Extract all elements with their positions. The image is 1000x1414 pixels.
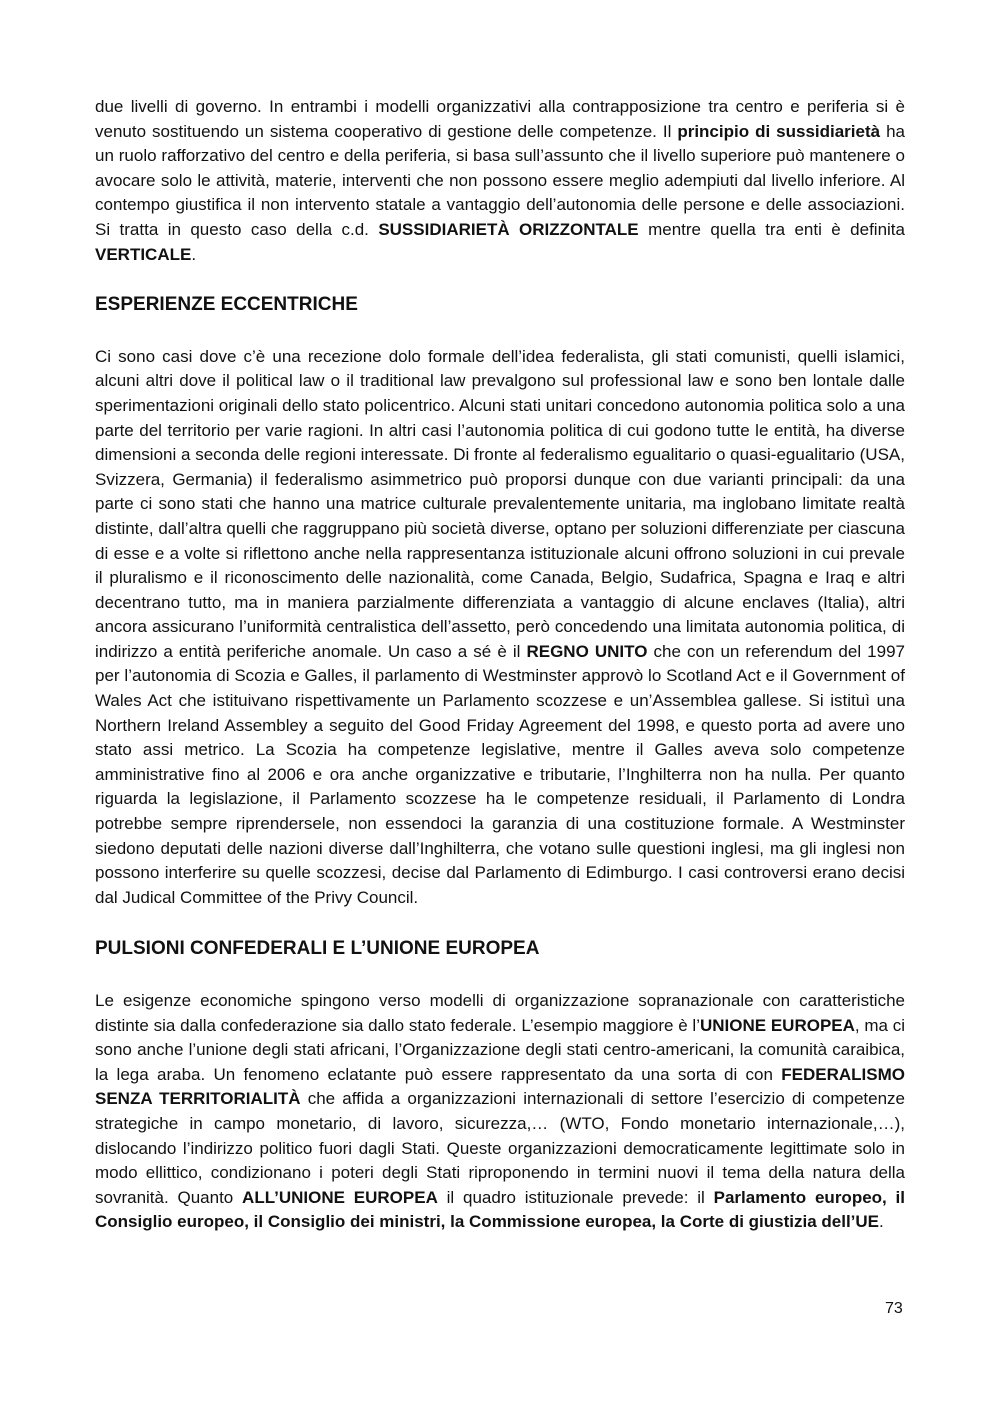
text-run: . bbox=[191, 244, 197, 264]
document-page bbox=[95, 95, 905, 1235]
text-run: , ma ci sono anche l’unione degli stati africani, l’Organizzazione degli stati centro-americani, la comunità caraibica, la lega araba. Un fenomeno eclatante può essere rappresentato da una sorta di con bbox=[95, 1015, 906, 1084]
text-run: che con un referendum del 1997 per l’autonomia di Scozia e Galles, il parlamento di Westminster approvò lo Scotland Act e il Government of Wales Act che istituivano rispettivamente un Parlamento scozzese e un’Assemblea gallese. Si istituì una Northern Ireland Assembley a seguito del Good Friday Agreement del 1998, e questo porta ad avere uno stato assi metrico. La Scozia ha competenze legislative, mentre il Galles aveva solo competenze amministrative fino al 2006 e ora anche organizzative e tributarie, l’Inghilterra non ha nulla. Per quanto riguarda la legislazione, il Parlamento scozzese ha le competenze residuali, il Parlamento di Londra potrebbe sempre riprendersele, non essendoci la garanzia di una costituzione formale. A Westminster siedono deputati delle nazioni diverse dall’Inghilterra, che votano sulle questioni inglesi, ma gli inglesi non possono interferire su quelle scozzesi, decise dal Parlamento di Edimburgo. I casi controversi erano decisi dal Judical Committee of the Privy Council. bbox=[95, 641, 905, 907]
text-run: il quadro istituzionale prevede: il bbox=[437, 1187, 714, 1207]
bold-text-run: SUSSIDIARIETÀ ORIZZONTALE bbox=[378, 219, 639, 239]
text-run: due livelli di governo. In entrambi i modelli organizzativi alla contrapposizione tra centro e periferia si è venuto sostituendo un sistema cooperativo di gestione delle competenze. Il bbox=[95, 97, 905, 141]
text-run: ha un ruolo rafforzativo del centro e della periferia, si basa sull’assunto che il livello superiore può mantenere o avocare solo le attività, materie, interventi che non possono essere meglio adempiuti dal livello inferiore. Al contempo giustifica il non intervento statale a vantaggio dell’autonomia delle persone e delle associazioni. Si tratta in questo caso della c.d. bbox=[95, 121, 905, 239]
heading-pulsioni-confederali: PULSIONI CONFEDERALI E L’UNIONE EUROPEA bbox=[95, 938, 540, 960]
paragraph-pulsioni bbox=[95, 989, 905, 1235]
text-run: mentre quella tra enti è definita bbox=[638, 219, 905, 239]
heading-esperienze-eccentriche: ESPERIENZE ECCENTRICHE bbox=[95, 294, 358, 316]
bold-text-run: Parlamento europeo, il Consiglio europeo, il Consiglio dei ministri, la Commissione europea, la Corte di giustizia dell’UE bbox=[95, 1187, 905, 1232]
page-number: 73 bbox=[885, 1300, 903, 1317]
paragraph-sussidiarieta bbox=[95, 95, 905, 267]
paragraph-esperienze bbox=[95, 345, 905, 911]
text-run: che affida a organizzazioni internazionali di settore l’esercizio di competenze strategiche in campo monetario, di lavoro, sicurezza,… (WTO, Fondo monetario internazionale,…), dislocando l’indirizzo politico fuori dagli Stati. Queste organizzazioni democraticamente legittimate solo in modo ellittico, condizionano i poteri degli Stati riproponendo in termini nuovi il tema della natura della sovranità. Quanto bbox=[95, 1089, 905, 1207]
text-run: Le esigenze economiche spingono verso modelli di organizzazione sopranazionale con caratteristiche distinte sia dalla confederazione sia dallo stato federale. L’esempio maggiore è l’ bbox=[95, 991, 905, 1035]
text-run: Ci sono casi dove c’è una recezione dolo formale dell’idea federalista, gli stati comunisti, quelli islamici, alcuni altri dove il political law o il traditional law prevalgono sul professional law e sono ben lontale dalle sperimentazioni originali dello stato policentrico. Alcuni stati unitari concedono autonomia politica solo a una parte del territorio per varie ragioni. In altri casi l’autonomia politica di cui godono tutte le entità, ha diverse dimensioni a seconda delle regioni interessate. Di fronte al federalismo egualitario o quasi-egualitario (USA, Svizzera, Germania) il federalismo asimmetrico può proporsi dunque con due varianti principali: da una parte ci sono stati che hanno una matrice culturale prevalentemente unitaria, ma inglobano limitate realtà distinte, dall’altra quelli che raggruppano più società diverse, optano per soluzioni differenziate per ciascuna di esse e a volte si riflettono anche nella rappresentanza istituzionale alcuni offrono soluzioni in cui prevale il pluralismo e il riconoscimento delle nazionalità, come Canada, Belgio, Sudafrica, Spagna e Iraq e altri decentrano tutto, ma in maniera parzialmente differenziata a vantaggio di alcune enclaves (Italia), altri ancora assicurano l’uniformità centralistica dell’assetto, però concedendo una limitata autonomia politica, di indirizzo a entità periferiche anomale. Un caso a sé è il bbox=[95, 346, 905, 661]
bold-text-run: ALL’UNIONE EUROPEA bbox=[242, 1187, 438, 1207]
bold-text-run: REGNO UNITO bbox=[526, 641, 648, 661]
bold-text-run: principio di sussidiarietà bbox=[677, 121, 881, 141]
bold-text-run: FEDERALISMO SENZA TERRITORIALITÀ bbox=[95, 1064, 905, 1109]
bold-text-run: VERTICALE bbox=[95, 244, 192, 264]
text-run: . bbox=[879, 1212, 884, 1232]
bold-text-run: UNIONE EUROPEA bbox=[699, 1015, 855, 1035]
